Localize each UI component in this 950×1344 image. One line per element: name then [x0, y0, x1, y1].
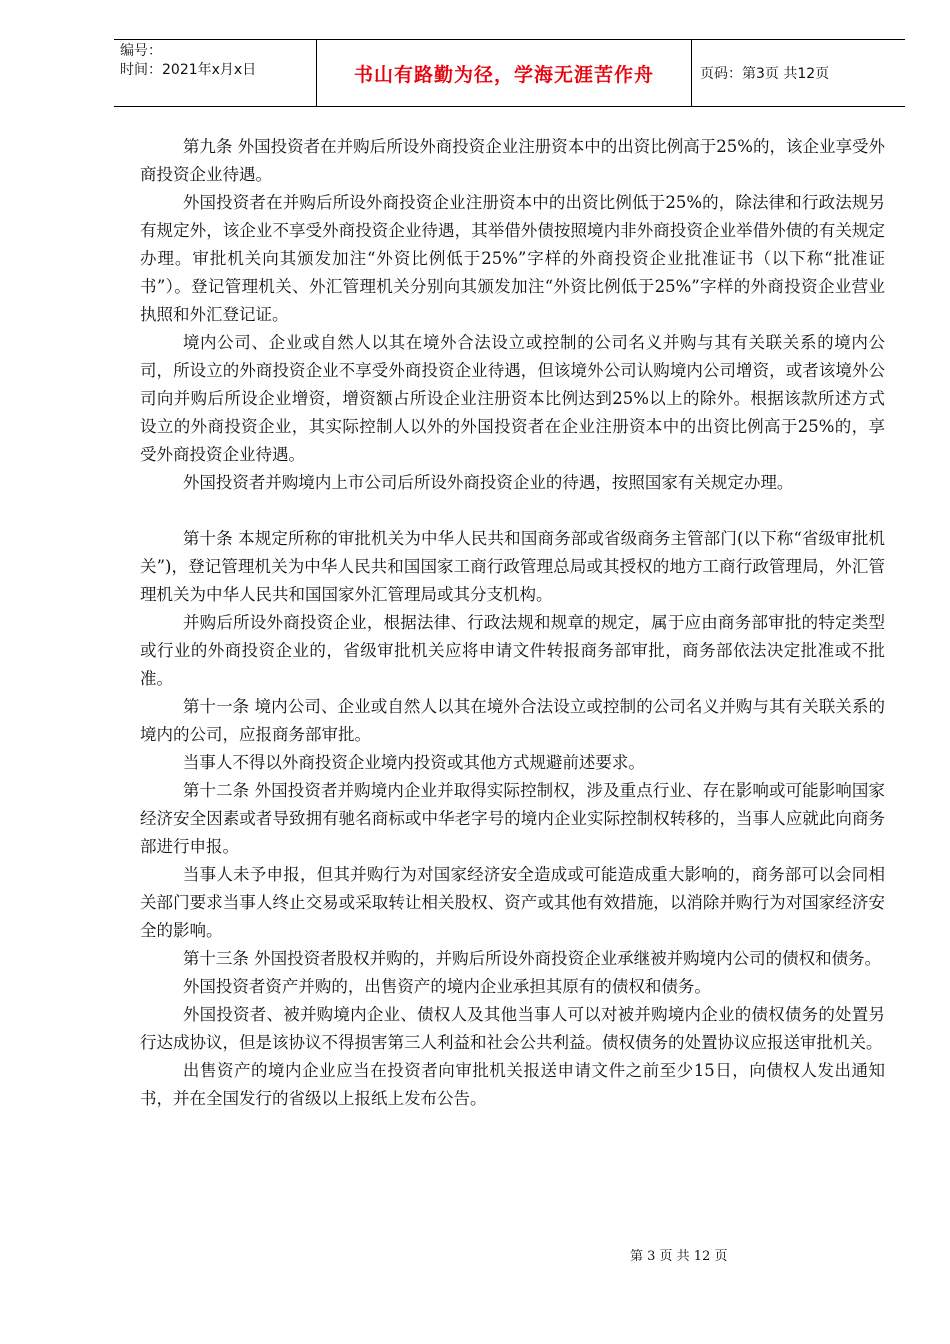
paragraph: 当事人未予申报，但其并购行为对国家经济安全造成或可能造成重大影响的，商务部可以会同相关部门要求当事人终止交易或采取转让相关股权、资产或其他有效措施，以消除并购行为对国家经济安全的影响。: [140, 865, 885, 940]
header-motto: 书山有路勤为径，学海无涯苦作舟: [316, 40, 692, 106]
paragraph: 第十二条 外国投资者并购境内企业并取得实际控制权，涉及重点行业、存在影响或可能影响国家经济安全因素或者导致拥有驰名商标或中华老字号的境内企业实际控制权转移的，当事人应就此向商务部进行申报。: [140, 781, 885, 856]
paragraph: 外国投资者并购境内上市公司后所设外商投资企业的待遇，按照国家有关规定办理。: [182, 473, 794, 492]
time-label: 时间：2021年x月x日: [120, 62, 257, 78]
paragraph: 出售资产的境内企业应当在投资者向审批机关报送申请文件之前至少15日，向债权人发出通知书，并在全国发行的省级以上报纸上发布公告。: [140, 1061, 885, 1108]
paragraph: 外国投资者、被并购境内企业、债权人及其他当事人可以对被并购境内企业的债权债务的处置另行达成协议，但是该协议不得损害第三人利益和社会公共利益。债权债务的处置协议应报送审批机关。: [140, 1005, 885, 1052]
paragraph: 外国投资者资产并购的，出售资产的境内企业承担其原有的债权和债务。: [182, 977, 711, 996]
page-footer: 第 3 页 共 12 页: [630, 1249, 728, 1264]
paragraph: 当事人不得以外商投资企业境内投资或其他方式规避前述要求。: [182, 753, 645, 772]
paragraph: 第十一条 境内公司、企业或自然人以其在境外合法设立或控制的公司名义并购与其有关联关系的境内的公司，应报商务部审批。: [140, 697, 885, 744]
paragraph: 境内公司、企业或自然人以其在境外合法设立或控制的公司名义并购与其有关联关系的境内公司，所设立的外商投资企业不享受外商投资企业待遇，但该境外公司认购境内公司增资，或者该境外公司向并购后所设企业增资，增资额占所设企业注册资本比例达到25%以上的除外。根据该款所述方式设立的外商投资企业，其实际控制人以外的外国投资者在企业注册资本中的出资比例高于25%的，享受外商投资企业待遇。: [140, 333, 885, 464]
paragraph: 并购后所设外商投资企业，根据法律、行政法规和规章的规定，属于应由商务部审批的特定类型或行业的外商投资企业的，省级审批机关应将申请文件转报商务部审批，商务部依法决定批准或不批准。: [140, 613, 885, 688]
paragraph: 第十条 本规定所称的审批机关为中华人民共和国商务部或省级商务主管部门(以下称“省级审批机关”)，登记管理机关为中华人民共和国国家工商行政管理总局或其授权的地方工商行政管理局，外汇管理机关为中华人民共和国国家外汇管理局或其分支机构。: [140, 529, 885, 604]
paragraph: 第九条 外国投资者在并购后所设外商投资企业注册资本中的出资比例高于25%的，该企业享受外商投资企业待遇。: [140, 137, 885, 184]
serial-number-label: 编号：: [120, 43, 162, 59]
paragraph: 第十三条 外国投资者股权并购的，并购后所设外商投资企业承继被并购境内公司的债权和债务。: [182, 949, 882, 968]
page-header: [114, 39, 905, 107]
document-body: [140, 133, 885, 1113]
header-meta: [114, 40, 316, 106]
paragraph: 外国投资者在并购后所设外商投资企业注册资本中的出资比例低于25%的，除法律和行政法规另有规定外，该企业不享受外商投资企业待遇，其举借外债按照境内非外商投资企业举借外债的有关规定办理。审批机关向其颁发加注“外资比例低于25%”字样的外商投资企业批准证书（以下称“批准证书”）。登记管理机关、外汇管理机关分别向其颁发加注“外资比例低于25%”字样的外商投资企业营业执照和外汇登记证。: [140, 193, 885, 324]
header-page-number: 页码：第3页 共12页: [700, 66, 830, 82]
